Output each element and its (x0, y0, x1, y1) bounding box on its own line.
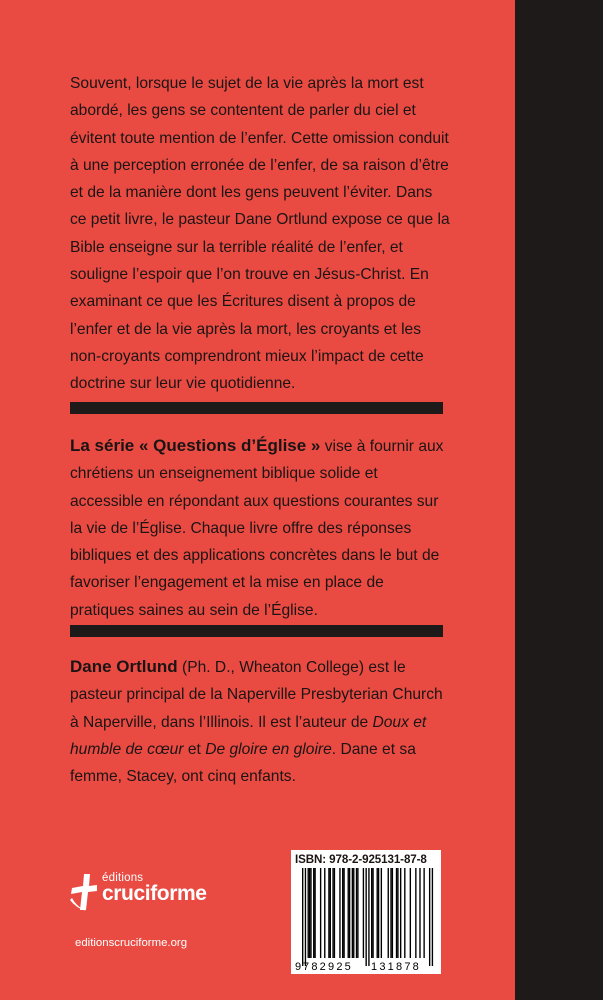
barcode-bar (357, 868, 358, 958)
divider-rule (70, 625, 443, 637)
barcode-bar (400, 868, 401, 958)
publisher-logo (68, 870, 268, 940)
barcode-bar (324, 868, 325, 958)
barcode-bar (371, 868, 372, 958)
barcode-digits-right: 131878 (371, 961, 421, 973)
barcode-digit-first: 9 (295, 961, 302, 973)
barcode-bar (415, 868, 416, 958)
barcode-bar (313, 868, 314, 958)
barcode-bar (372, 868, 373, 958)
barcode-bar (377, 868, 378, 958)
publisher-url: editionscruciforme.org (75, 937, 188, 949)
barcode-bar (368, 868, 369, 966)
series-paragraph (70, 432, 450, 624)
barcode-bar (397, 868, 398, 958)
author-name: Dane Ortlund (70, 657, 178, 676)
barcode-bar (390, 868, 391, 958)
barcode-bar (314, 868, 315, 958)
barcode-bar (320, 868, 321, 958)
barcode-bar (378, 868, 379, 958)
barcode-bar (423, 868, 424, 958)
book-spine-edge (515, 0, 603, 1000)
barcode-bar (365, 868, 366, 966)
publisher-small: éditions (102, 872, 144, 884)
book-title-1: Doux et humble de cœur (70, 713, 427, 758)
cross-figure-icon (68, 872, 98, 912)
barcode-bar (348, 868, 349, 958)
barcode-bar (419, 868, 420, 958)
barcode-bar (308, 868, 309, 958)
barcode-bar (388, 868, 389, 958)
barcode-bar (396, 868, 397, 958)
barcode-bar (342, 868, 343, 958)
barcode-bar (309, 868, 310, 958)
author-text: et (183, 740, 206, 758)
barcode-bar (429, 868, 430, 966)
barcode-bar (332, 868, 333, 958)
series-title: La série « Questions d’Église » (70, 436, 321, 455)
isbn-label: ISBN: 978-2-925131-87-8 (295, 853, 427, 866)
isbn-barcode-box (291, 850, 441, 974)
barcode-bar (334, 868, 335, 958)
barcode-bar (352, 868, 353, 958)
barcode-bar (328, 868, 329, 958)
barcode-bar (410, 868, 411, 958)
book-title-2: De gloire en gloire (205, 740, 332, 758)
book-description: Souvent, lorsque le sujet de la vie après la mort est abordé, les gens se contentent de parler du ciel et évitent toute mention de l’enfer. Cette omission conduit à une perception erronée de l’enfer, de sa raison d’être et de la manière dont les gens peuvent l’éviter. Dans ce petit livre, le pasteur Dane Ortlund expose ce que la Bible enseigne sur la terrible réalité de l’enfer, et souligne l’espoir que l’on trouve en Jésus-Christ. En examinant ce que les Écritures disent à propos de l’enfer et de la vie après la mort, les croyants et les non-croyants comprendront mieux l’impact de cette doctrine sur leur vie quotidienne. (70, 75, 450, 393)
series-text: vise à fournir aux chrétiens un enseignement biblique solide et accessible en répondant aux questions courantes sur la vie de l’Église. Chaque livre offre des réponses bibliques et des applications concrètes dans le but de favoriser l’engagement et la mise en place de pratiques saines au sein de l’Église. (70, 438, 444, 619)
barcode-bar (381, 868, 382, 958)
barcode-bar (330, 868, 331, 958)
barcode-bar (353, 868, 354, 958)
barcode-bar (392, 868, 393, 958)
barcode (291, 850, 441, 974)
publisher-name: cruciforme (102, 882, 207, 905)
barcode-bar (305, 868, 306, 966)
barcode-bar (339, 868, 340, 958)
author-text: (Ph. D., Wheaton College) est le pasteur principal de la Naperville Presbyterian Church à Naperville, dans l’Illinois. Il est l’auteur de (70, 659, 443, 731)
barcode-bar (356, 868, 357, 958)
barcode-bar (349, 868, 350, 958)
barcode-bar (404, 868, 405, 958)
author-bio (70, 653, 450, 790)
author-text: . Dane et sa femme, Stacey, ont cinq enfants. (70, 740, 416, 786)
barcode-bar (432, 868, 433, 966)
barcode-bar (363, 868, 364, 958)
barcode-bar (343, 868, 344, 958)
divider-rule (70, 402, 443, 414)
barcode-digits-left: 782925 (303, 961, 353, 973)
barcode-bar (310, 868, 311, 958)
barcode-bar (302, 868, 303, 966)
